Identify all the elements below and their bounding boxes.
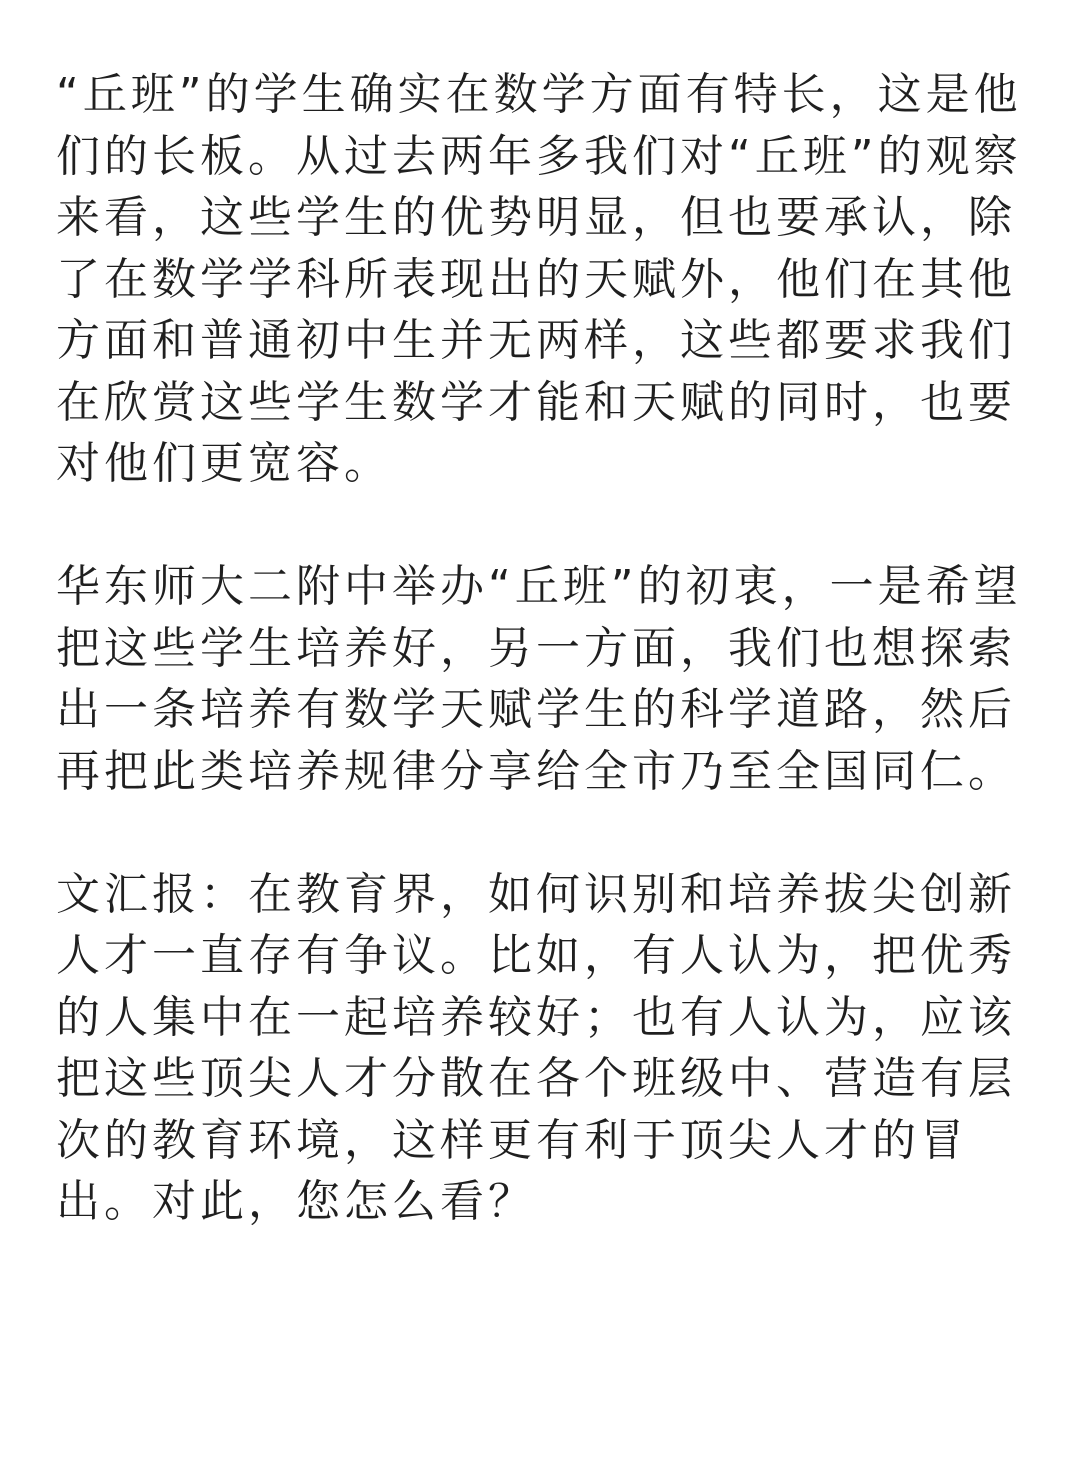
paragraph-3	[56, 864, 1024, 1233]
paragraph-line: 次的教育环境，这样更有利于顶尖人才的冒	[56, 1114, 968, 1166]
paragraph-line: 方面和普通初中生并无两样，这些都要求我们	[56, 315, 1016, 366]
article-body	[56, 64, 1024, 1233]
paragraph-2	[56, 556, 1024, 802]
paragraph-line: 出。对此，您怎么看？	[56, 1176, 536, 1227]
paragraph-line: 人才一直存有争议。比如，有人认为，把优秀	[56, 930, 1016, 981]
paragraph-line: 来看，这些学生的优势明显，但也要承认，除	[56, 192, 1016, 243]
paragraph-line: 在欣赏这些学生数学才能和天赋的同时，也要	[56, 376, 1016, 428]
paragraph-line: 们的长板。从过去两年多我们对“丘班”的观察	[56, 130, 1022, 182]
paragraph-line: 再把此类培养规律分享给全市乃至全国同仁。	[56, 745, 1016, 797]
paragraph-line: “丘班”的学生确实在数学方面有特长，这是他	[56, 69, 1022, 120]
paragraph-line: 了在数学学科所表现出的天赋外，他们在其他	[56, 253, 1016, 305]
paragraph-line: 把这些顶尖人才分散在各个班级中、营造有层	[56, 1053, 1016, 1104]
paragraph-1	[56, 64, 1024, 495]
paragraph-line: 文汇报：在教育界，如何识别和培养拔尖创新	[56, 868, 1016, 920]
paragraph-line: 出一条培养有数学天赋学生的科学道路，然后	[56, 684, 1016, 735]
paragraph-line: 的人集中在一起培养较好；也有人认为，应该	[56, 991, 1016, 1043]
paragraph-line: 华东师大二附中举办“丘班”的初衷，一是希望	[56, 561, 1022, 612]
paragraph-line: 把这些学生培养好，另一方面，我们也想探索	[56, 622, 1016, 674]
paragraph-line: 对他们更宽容。	[56, 438, 392, 489]
